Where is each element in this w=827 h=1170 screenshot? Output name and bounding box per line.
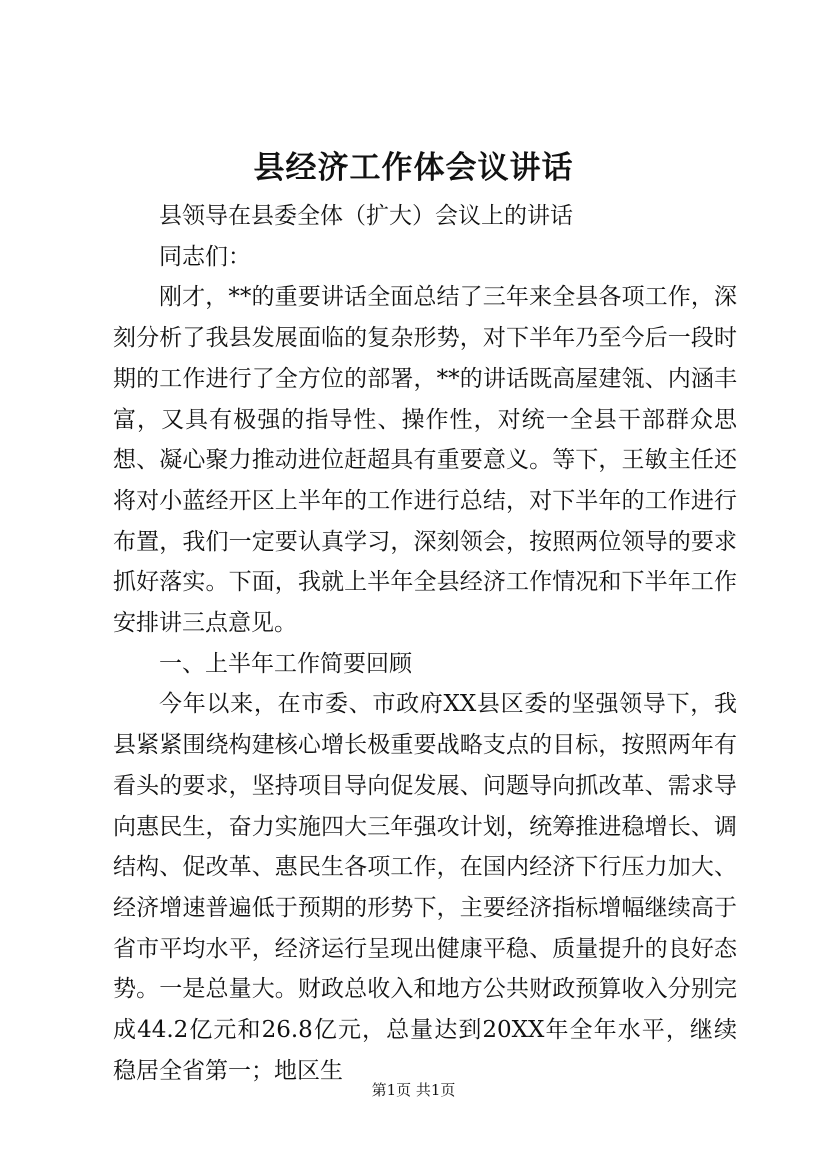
document-title: 县经济工作体会议讲话 <box>253 150 574 186</box>
section-paragraph: 今年以来，在市委、市政府XX县区委的坚强领导下，我县紧紧围绕构建核心增长极重要战略支点的目标，按照两年有看头的要求，坚持项目导向促发展、问题导向抓改革、需求导向惠民生，奋力实施四大三年强攻计划，统筹推进稳增长、调结构、促改革、惠民生各项工作，在国内经济下行压力加大、经济增速普遍低于预期的形势下，主要经济指标增幅继续高于省市平均水平，经济运行呈现出健康平稳、质量提升的良好态势。一是总量大。财政总收入和地方公共财政预算收入分别完成44.2亿元和26.8亿元，总量达到20XX年全年水平，继续稳居全省第一；地区生 <box>113 691 737 1084</box>
subtitle-paragraph: 县领导在县委全体（扩大）会议上的讲话 <box>159 203 573 229</box>
section-heading: 一、上半年工作简要回顾 <box>159 650 412 677</box>
intro-paragraph: 刚才，**的重要讲话全面总结了三年来全县各项工作，深刻分析了我县发展面临的复杂形势，对下半年乃至今后一段时期的工作进行了全方位的部署，**的讲话既高屋建瓴、内涵丰富，又具有极强的指导性、操作性，对统一全县干部群众思想、凝心聚力推动进位赶超具有重要意义。等下，王敏主任还将对小蓝经开区上半年的工作进行总结，对下半年的工作进行布置，我们一定要认真学习，深刻领会，按照两位领导的要求抓好落实。下面，我就上半年全县经济工作情况和下半年工作安排讲三点意见。 <box>113 284 737 637</box>
page-footer: 第1页 共1页 <box>371 1081 456 1099</box>
salutation-paragraph: 同志们： <box>159 243 251 270</box>
document-body <box>113 196 737 1091</box>
